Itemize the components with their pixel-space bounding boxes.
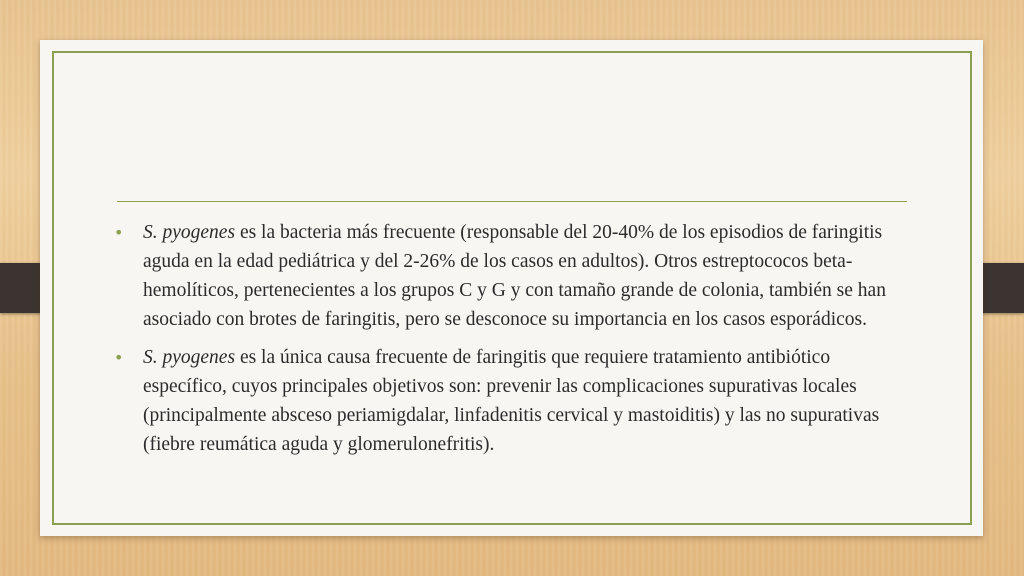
bullet-text: es la única causa frecuente de faringitis que requiere tratamiento antibiótico específico, cuyos principales objetivos son: prevenir las complicaciones supurativas locales (principalmente absceso periamigdalar, linfadenitis cervical y mastoiditis) y las no supurativas (fiebre reumática aguda y glomerulonefritis). (143, 347, 880, 455)
title-divider (117, 201, 907, 202)
bullet-marker: • (114, 348, 124, 367)
bullet-list (114, 218, 904, 468)
bullet-item (114, 343, 904, 459)
bullet-text: es la bacteria más frecuente (responsable del 20-40% de los episodios de faringitis aguda en la edad pediátrica y del 2-26% de los casos en adultos). Otros estreptococos beta-hemolíticos, pertenecientes a los grupos C y G y con tamaño grande de colonia, también se han asociado con brotes de faringitis, pero se desconoce su importancia en los casos esporádicos. (143, 222, 886, 330)
bullet-item (114, 218, 904, 334)
bullet-marker: • (114, 223, 124, 242)
species-name: S. pyogenes (143, 347, 236, 368)
species-name: S. pyogenes (143, 222, 236, 243)
